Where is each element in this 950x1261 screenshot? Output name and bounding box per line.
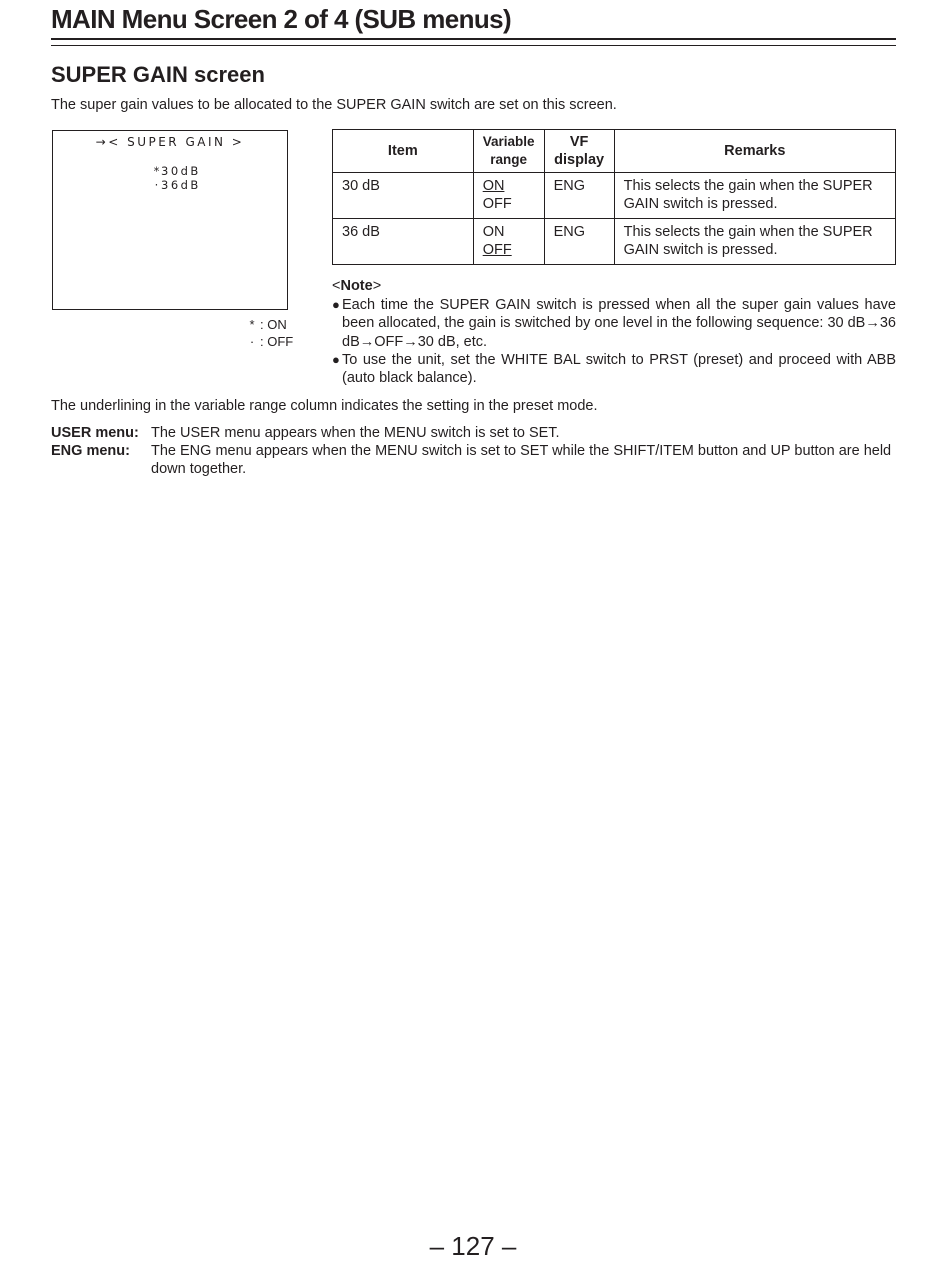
- note-heading: [332, 277, 381, 295]
- off-mark-icon: ·: [154, 178, 159, 192]
- table-row: [333, 173, 896, 219]
- screen-title: →< SUPER GAIN >: [95, 135, 245, 149]
- menu-definition: The USER menu appears when the MENU switch is set to SET.: [151, 425, 560, 441]
- bullet-icon: ●: [332, 297, 340, 312]
- screen-item-label: 30dB: [161, 164, 201, 178]
- note-item: [332, 351, 896, 388]
- note-bracket-open: <: [332, 278, 341, 294]
- legend-separator: :: [260, 334, 264, 349]
- menu-term: ENG menu:: [51, 443, 130, 459]
- table-header-row: [333, 130, 896, 173]
- on-mark-icon: *: [153, 164, 160, 178]
- page-number: – 127 –: [429, 1231, 517, 1261]
- legend-label: ON: [267, 317, 287, 332]
- range-option-preset: OFF: [482, 242, 512, 258]
- cell-variable-range: [473, 219, 544, 265]
- header-line: VF: [569, 134, 589, 150]
- menu-definition: The ENG menu appears when the MENU switch is set to SET while the SHIFT/ITEM button and UP button are held down together.: [151, 443, 892, 478]
- column-header-variable-range: [473, 130, 544, 173]
- off-mark-icon: ·: [249, 334, 255, 349]
- header-rule-thick: [51, 38, 896, 40]
- cell-remarks: This selects the gain when the SUPER GAIN switch is pressed.: [614, 173, 895, 219]
- section-intro: The super gain values to be allocated to the SUPER GAIN switch are set on this screen.: [51, 97, 617, 113]
- screen-item-30db: [152, 164, 201, 178]
- column-header-item: Item: [333, 130, 474, 173]
- note-heading-label: Note: [340, 278, 373, 294]
- note-text: Each time the SUPER GAIN switch is pressed when all the super gain values have been allocated, the gain is switched by one level in the following sequence: 30 dB→36 dB→OFF→30 dB, etc.: [342, 297, 896, 350]
- range-option-preset: ON: [482, 178, 505, 194]
- settings-table: [332, 129, 896, 265]
- bullet-icon: ●: [332, 351, 340, 367]
- legend-off: [244, 334, 293, 350]
- header-line: range: [490, 152, 528, 167]
- cell-item: 30 dB: [333, 173, 474, 219]
- section-title: SUPER GAIN screen: [51, 62, 265, 87]
- cell-variable-range: [473, 173, 544, 219]
- range-option: ON: [482, 224, 505, 240]
- underline-explanation: The underlining in the variable range column indicates the setting in the preset mode.: [51, 398, 598, 414]
- note-bracket-close: >: [372, 278, 382, 294]
- header-rule-thin: [51, 45, 896, 46]
- menu-description-eng: [51, 442, 896, 479]
- legend-label: OFF: [267, 334, 294, 349]
- legend-on: [244, 317, 287, 333]
- cell-vf-display: ENG: [544, 219, 614, 265]
- column-header-remarks: Remarks: [614, 130, 895, 173]
- note-list: [332, 296, 896, 387]
- menu-term: USER menu:: [51, 425, 139, 441]
- menu-description-user: [51, 424, 896, 442]
- screen-item-label: 36dB: [161, 178, 201, 192]
- legend-separator: :: [260, 317, 264, 332]
- header-line: Variable: [482, 134, 535, 149]
- table-row: [333, 219, 896, 265]
- page-header: [51, 4, 896, 34]
- page-title: MAIN Menu Screen 2 of 4 (SUB menus): [51, 4, 512, 34]
- cell-remarks: This selects the gain when the SUPER GAIN switch is pressed.: [614, 219, 895, 265]
- on-mark-icon: *: [249, 317, 255, 332]
- cell-vf-display: ENG: [544, 173, 614, 219]
- screen-item-36db: [152, 178, 201, 192]
- range-option: OFF: [482, 196, 512, 212]
- column-header-vf-display: [544, 130, 614, 173]
- cell-item: 36 dB: [333, 219, 474, 265]
- note-text: To use the unit, set the WHITE BAL switch to PRST (preset) and proceed with ABB (auto black balance).: [342, 351, 896, 387]
- note-item: [332, 296, 896, 351]
- header-line: display: [554, 152, 605, 168]
- menu-screen-illustration: [52, 130, 288, 310]
